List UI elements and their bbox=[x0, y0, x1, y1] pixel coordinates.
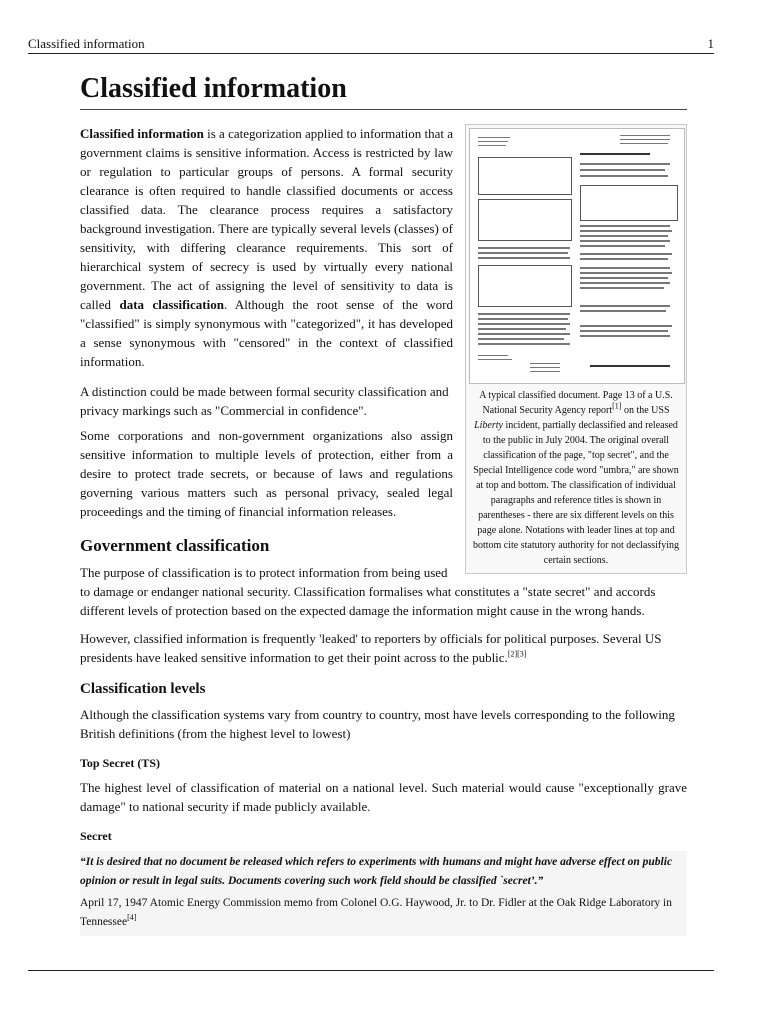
leaks-text: However, classified information is frequently 'leaked' to reporters by officials for political purposes. Several US presidents have leaked sensitive information to get their point across to the public. bbox=[80, 631, 662, 665]
quote-attribution bbox=[80, 894, 687, 932]
section-heading-top-secret: Top Secret (TS) bbox=[80, 756, 161, 770]
citation-link[interactable]: [1] bbox=[612, 401, 622, 411]
classified-document-image[interactable] bbox=[469, 128, 685, 384]
intro-text: is a categorization applied to information that a government claims is sensitive information. Access is restricted by law or regulation to particular groups of persons. A formal security clearance is often required to handle classified documents or access classified data. The clearance process requires a satisfactory background investigation. There are typically several levels (classes) of sensitivity, with differing clearance requirements. This sort of hierarchical system of secrecy is used by virtually every national government. The act of assigning the level of sensitivity to data is called bbox=[80, 126, 453, 312]
section-heading-government: Government classification bbox=[80, 536, 270, 555]
running-header bbox=[28, 36, 714, 54]
quote-text: “It is desired that no document be released which refers to experiments with humans and might have adverse effect on public opinion or result in legal suits. Documents covering such work field should be classified `secret’.” bbox=[80, 856, 673, 887]
caption-text: incident, partially declassified and released to the public in July 2004. The original overall classification of the page, "top secret", and the Special Intelligence code word "umbra," are shown at top and bottom. The classification of individual paragraphs and reference titles is shown in parentheses - there are six different levels on this page alone. Notations with leader lines at top and bottom cite statutory authority for not declassifying certain sections. bbox=[472, 420, 680, 566]
top-secret-paragraph: The highest level of classification of material on a national level. Such material would cause "exceptionally grave damage" to national security if made publicly available. bbox=[80, 780, 687, 814]
header-title: Classified information bbox=[28, 36, 145, 51]
caption-text: on the USS bbox=[621, 405, 670, 416]
leaks-paragraph bbox=[80, 629, 687, 667]
figure-classified-document bbox=[465, 124, 687, 574]
corporations-paragraph: Some corporations and non-government organizations also assign sensitive information to multiple levels of protection, either from a desire to protect trade secrets, or because of laws and regulations governing various matters such as personal privacy, sealed legal proceedings and the timing of financial information releases. bbox=[80, 428, 453, 519]
article-body bbox=[80, 72, 687, 936]
data-classification-term: data classification bbox=[119, 297, 224, 312]
quote-block bbox=[80, 851, 687, 936]
page-number: 1 bbox=[707, 36, 714, 51]
distinction-paragraph: A distinction could be made between formal security classification and privacy markings such as "Commercial in confidence". bbox=[80, 384, 449, 418]
intro-term: Classified information bbox=[80, 126, 204, 141]
intro-text: . Although the root sense of the word "classified" is simply synonymous with "categorized", it has developed a sense synonymous with "censored" in the context of classified information. bbox=[80, 297, 453, 369]
attribution-text: April 17, 1947 Atomic Energy Commission memo from Colonel O.G. Haywood, Jr. to Dr. Fidler at the Oak Ridge Laboratory in Tennessee bbox=[80, 897, 672, 928]
citation-link[interactable]: [4] bbox=[127, 913, 137, 923]
levels-paragraph: Although the classification systems vary from country to country, most have levels corresponding to the following British definitions (from the highest level to lowest) bbox=[80, 707, 675, 741]
government-purpose-paragraph: The purpose of classification is to protect information from being used to damage or endanger national security. Classification formalises what constitutes a "state secret" and accords different levels of protection based on the expected damage the information might cause in the wrong hands. bbox=[80, 565, 656, 618]
page-title: Classified information bbox=[80, 72, 687, 110]
section-heading-levels: Classification levels bbox=[80, 681, 206, 697]
ship-name-link[interactable]: Liberty bbox=[474, 420, 503, 431]
figure-caption bbox=[469, 384, 683, 570]
footer-rule bbox=[28, 970, 714, 971]
section-heading-secret: Secret bbox=[80, 829, 112, 843]
caption-text: A typical classified document. Page 13 of a U.S. National Security Agency report bbox=[479, 390, 673, 416]
citation-link[interactable]: [2][3] bbox=[507, 649, 527, 659]
